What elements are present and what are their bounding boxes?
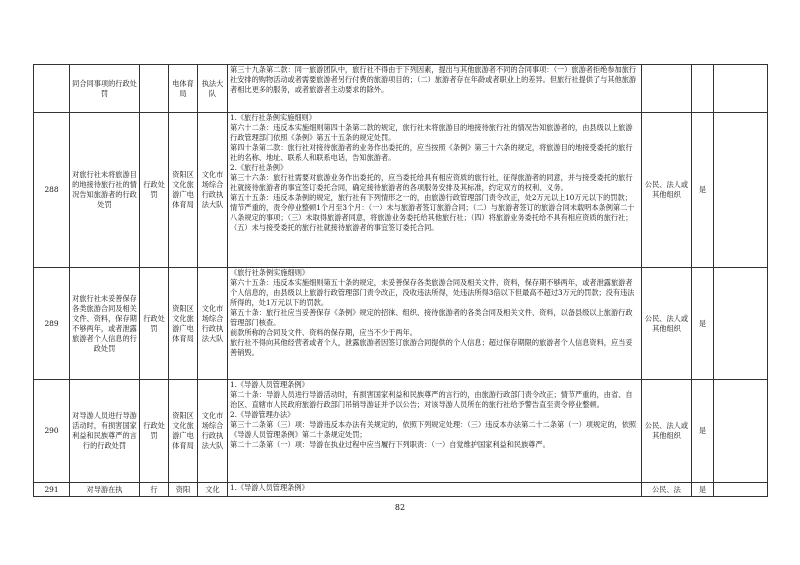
item-name: 对导游在执 [70,483,140,497]
department: 资阳区文化旅游广电体育局 [169,380,198,483]
enforcement-unit: 文化市场综合行政执法大队 [198,380,228,483]
subject [642,65,692,113]
legal-basis [228,380,642,483]
enforcement-unit: 文化 [198,483,228,497]
basis-paragraph: 第三十二条第（三）项：导游违反本办法有关规定的，依照下列规定处理：（三）违反本办法第二十二条第（一）项规定的，依照《导游人员管理条例》第二十条规定处罚； [230,420,637,439]
basis-paragraph: 《旅行社条例实施细则》 [230,268,310,277]
basis-paragraph: 1.《导游人员管理条例》 [230,380,309,389]
legal-basis [228,113,642,268]
mark: 是 [692,268,714,380]
item-type [140,65,169,113]
basis-paragraph: 第二十二条第（一）项：导游在执业过程中应当履行下列职责：（一）自觉维护国家利益和民族尊严。 [230,440,550,449]
item-name: 对导游人员进行导游活动时，有损害国家利益和民族尊严的言行的行政处罚 [70,380,140,483]
remarks [714,65,768,113]
page-number: 82 [394,503,406,512]
table-row [34,113,768,268]
remarks [714,483,768,497]
department: 资阳 [169,483,198,497]
basis-paragraph: 第五十五条：违反本条例的规定，旅行社有下列情形之一的，由旅游行政管理部门责令改正，处2万元以上10万元以下的罚款；情节严重的，责令停业整顿1个月至3个月：（一）未与旅游者签订旅游合同；（二）与旅游者签订的旅游合同未载明本条例第二十八条规定的事项；（三）未取得旅游者同意，将旅游业务委托给其他旅行社；（四）将旅游业务委托给不具有相应资质的旅行社；（五）未与接受委托的旅行社就接待旅游者的事宜签订委托合同。 [230,193,635,232]
table-row [34,483,768,497]
remarks [714,113,768,268]
table-row [34,268,768,380]
item-name: 同合同事项的行政处罚 [70,65,140,113]
basis-paragraph: 2.《旅行社条例》 [230,163,288,172]
subject: 公民、法人或其他组织 [642,268,692,380]
table-row [34,380,768,483]
item-name: 对旅行社未妥善保存各类旅游合同及相关文件、资料，保存期不够两年，或者泄露旅游者个人信息的行政处罚 [70,268,140,380]
basis-paragraph: 第六十二条：违反本实施细则第四十条第二款的规定，旅行社未将旅游目的地接待旅行社的情况告知旅游者的，由县级以上旅游行政管理部门依照《条例》第五十五条的规定处罚。 [230,123,633,142]
basis-paragraph: 第六十五条：违反本实施细则第五十条的规定，未妥善保存各类旅游合同及相关文件、资料，保存期不够两年，或者泄露旅游者个人信息的，由县级以上旅游行政管理部门责令改正，没收违法所得，处违法所得3倍以下但最高不超过3万元的罚款；没有违法所得的，处1万元以下的罚款。 [230,278,635,307]
legal-basis [228,483,642,497]
row-number: 290 [34,380,70,483]
row-number: 289 [34,268,70,380]
item-type: 行政处罚 [140,380,169,483]
basis-paragraph: 2.《导游管理办法》 [230,410,295,419]
row-number: 288 [34,113,70,268]
mark [692,65,714,113]
mark: 是 [692,380,714,483]
remarks [714,380,768,483]
table-row [34,65,768,113]
row-number [34,65,70,113]
basis-paragraph: 第五十条：旅行社应当妥善保存《条例》规定的招徕、组织、接待旅游者的各类合同及相关文件、资料，以备县级以上旅游行政管理部门核查。 [230,308,633,327]
department: 资阳区文化旅游广电体育局 [169,268,198,380]
row-number: 291 [34,483,70,497]
mark: 是 [692,483,714,497]
item-type: 行 [140,483,169,497]
basis-paragraph: 第四十条第二款：旅行社对接待旅游者的业务作出委托的，应当按照《条例》第三十六条的规定，将旅游目的地接受委托的旅行社的名称、地址、联系人和联系电话，告知旅游者。 [230,143,633,162]
basis-paragraph: 第三十九条第二款：同一旅游团队中，旅行社不得由于下列因素，提出与其他旅游者不同的合同事项：（一）旅游者拒绝参加旅行社安排的购物活动或者需要旅游者另行付费的旅游项目的；（二）旅游者存在年龄或者职业上的差异。但旅行社提供了与其他旅游者相比更多的服务，或者旅游者主动要求的除外。 [230,65,637,94]
item-name: 对旅行社未将旅游目的地接待旅行社的情况告知旅游者的行政处罚 [70,113,140,268]
enforcement-unit: 执法大队 [198,65,228,113]
basis-paragraph: 第二十条：导游人员进行导游活动时，有损害国家利益和民族尊严的言行的，由旅游行政部门责令改正；情节严重的，由省、自治区、直辖市人民政府旅游行政部门吊销导游证并予以公告；对该导游人员所在的旅行社给予警告直至责令停业整顿。 [230,390,633,409]
enforcement-table [33,64,768,497]
subject: 公民、法人或其他组织 [642,380,692,483]
basis-paragraph: 前款所称的合同及文件、资料的保存期，应当不少于两年。 [230,328,417,337]
remarks [714,268,768,380]
department: 资阳区文化旅游广电体育局 [169,113,198,268]
item-type: 行政处罚 [140,268,169,380]
legal-basis [228,268,642,380]
item-type: 行政处罚 [140,113,169,268]
basis-paragraph: 旅行社不得向其他经营者或者个人，泄露旅游者因签订旅游合同提供的个人信息；超过保存期限的旅游者个人信息资料，应当妥善销毁。 [230,338,633,357]
basis-paragraph: 1.《旅行社条例实施细则》 [230,113,316,122]
basis-paragraph: 1.《导游人员管理条例》 [230,483,309,492]
enforcement-unit: 文化市场综合行政执法大队 [198,268,228,380]
basis-paragraph: 第三十六条：旅行社需要对旅游业务作出委托的，应当委托给具有相应资质的旅行社，征得旅游者的同意，并与接受委托的旅行社就接待旅游者的事宜签订委托合同，确定接待旅游者的各项服务安排及其标准，约定双方的权利、义务。 [230,173,633,192]
subject: 公民、法 [642,483,692,497]
department: 电体育局 [169,65,198,113]
mark: 是 [692,113,714,268]
subject: 公民、法人或其他组织 [642,113,692,268]
enforcement-unit: 文化市场综合行政执法大队 [198,113,228,268]
legal-basis [228,65,642,113]
